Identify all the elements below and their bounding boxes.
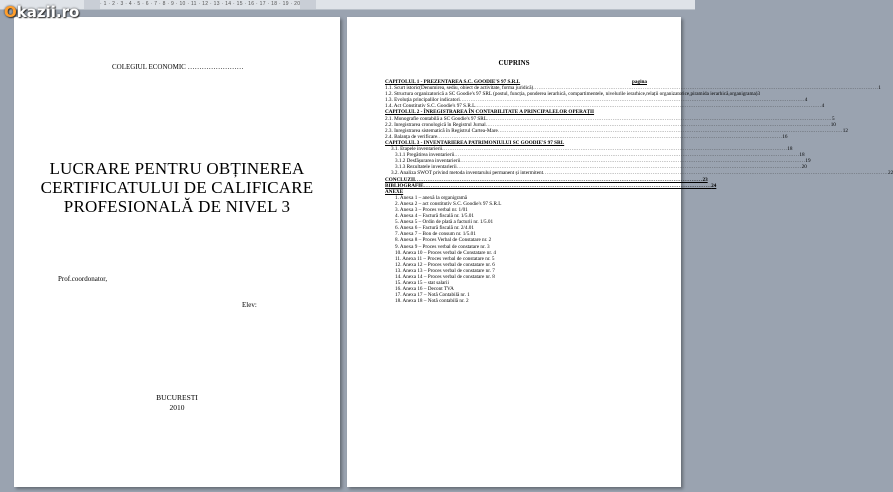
section-1-page: 3 — [757, 91, 761, 98]
leader-dots: ................................................................................................................................................................................................ — [442, 146, 788, 153]
page-column-label: pagina — [632, 79, 647, 85]
ruler-right-margin[interactable] — [300, 0, 316, 9]
leader-dots: ................................................................................................................................................................................................ — [485, 121, 831, 128]
section-3-title: 3.1. Etapele inventarierii — [391, 146, 443, 153]
horizontal-ruler[interactable] — [0, 0, 695, 10]
leader-dots: ................................................................................................................................................................................................ — [486, 115, 832, 122]
table-of-contents — [385, 79, 893, 305]
leader-dots: ................................................................................................................................................................................................ — [497, 127, 843, 134]
leader-dots: ................................................................................................................................................................................................ — [454, 152, 800, 159]
leader-dots: ................................................................................................................................................................................................ — [460, 158, 806, 165]
annex-heading: ANEXE — [385, 188, 404, 195]
annex-item: 15. Anexa 15 – stat salarii — [395, 280, 449, 287]
annex-item: 5. Anexa 5 – Ordin de plată a facturii nr. 1/5.01 — [395, 219, 494, 226]
section-3-title: 3.1.2 Desfășurarea inventarierii — [395, 158, 461, 165]
bibliography-title: BIBLIOGRAFIE — [385, 182, 424, 189]
annex-item: 1. Anexa 1 – anexă la organigramă — [395, 194, 468, 201]
leader-dots: ................................................................................................................................................................ — [423, 182, 712, 189]
conclusions-title: CONCLUZII — [385, 176, 415, 183]
ruler-ticks: · 1 · 2 · 3 · 4 · 5 · 6 · 7 · 8 · 9 · 10 · 11 · 12 · 13 · 14 · 15 · 16 · 17 · 18 · 19 · 20 — [100, 1, 301, 7]
section-2-page: 10 — [830, 121, 836, 128]
section-1-page: 4 — [821, 103, 825, 110]
section-2-page: 5 — [831, 115, 835, 122]
section-3-title: 3.1.3 Rezultatele inventarierii — [395, 164, 457, 171]
annex-item: 7. Anexa 7 – Bon de consum nr. 1/5.01 — [395, 231, 476, 238]
coordinator-label: Prof.coordonator, — [58, 275, 108, 283]
section-2-title: 2.3. Inregistrarea sistematică în Registrul Cartea-Mare — [385, 127, 498, 134]
okazii-logo — [4, 3, 79, 21]
ruler-left-margin[interactable] — [84, 0, 100, 9]
annex-item: 3. Anexa 3 – Proces verbal nr. 1/01 — [395, 206, 468, 213]
annex-item: 18. Anexa 18 – Notă contabilă nr. 2 — [395, 298, 469, 305]
logo-o: O — [4, 3, 17, 21]
annex-list — [385, 195, 647, 305]
bibliography-page: 24 — [711, 182, 717, 189]
section-2-title: 2.1. Monografie contabilă a SC Goodie's 97 SRL — [385, 115, 487, 122]
annex-item: 2. Anexa 2 – act constitutiv S.C. Goodie's 97 S.R.L — [395, 200, 502, 207]
section-3-title: 3.2. Analiza SWOT privind metoda inventarului permanent și intermitent — [391, 170, 544, 177]
section-2-page: 12 — [842, 127, 848, 134]
section-1-title: 1.2. Structura organizatorică a SC Goodie's 97 SRL (postul, funcția, ponderea ierarhică, compartimentele, nivelurile ierarhice,relații organizatorice,piramida ierarhică,organigrama) — [385, 91, 758, 98]
toc-heading: CUPRINS — [498, 59, 530, 67]
annex-item: 13. Anexa 13 – Proces verbal de constatare nr. 7 — [395, 267, 495, 274]
section-1-page: 4 — [804, 97, 808, 104]
school-name: COLEGIUL ECONOMIC …………………… — [112, 63, 244, 71]
annex-item: 9. Anexa 9 – Proces verbal de constatare nr. 3 — [395, 243, 490, 250]
section-1-title: 1.4. Act Constitutiv S.C. Goodie's 97 S.R.L. — [385, 103, 477, 110]
cover-page[interactable] — [14, 17, 340, 487]
leader-dots: ................................................................................................................................................................................................ — [456, 164, 802, 171]
leader-dots: ................................................................................................................................................................ — [414, 176, 703, 183]
leader-dots: ................................................................................................................................................................................................ — [476, 103, 822, 110]
annex-item: 10. Anexa 10 – Proces verbal de Constatare nr. 4 — [395, 249, 496, 256]
section-2-page: 16 — [782, 133, 788, 140]
section-2-title: 2.2. Inregistrarea cronologică în Registrul Jurnal — [385, 121, 486, 128]
annex-item: 14. Anexa 14 – Proces verbal de constatare nr. 8 — [395, 274, 495, 280]
section-1-title: 1.1. Scurt istoric(Denumirea, sediu, obiect de activitate, forma juridică) — [385, 85, 534, 92]
chapter-2-title: CAPITOLUL 2 - ÎNREGISTRAREA ÎN CONTABILITATE A PRINCIPALELOR OPERAȚII — [385, 109, 595, 116]
logo-text: kazii.ro — [16, 3, 80, 21]
annex-item: 8. Anexa 8 – Proces Verbal de Constatare nr. 2 — [395, 237, 492, 244]
leader-dots: ................................................................................................................................................................................................ — [459, 97, 805, 104]
annex-item: 16. Anexa 16 – Decont TVA — [395, 286, 454, 293]
conclusions-page: 23 — [702, 176, 708, 183]
annex-item: 11. Anexa 11 – Proces verbal de constatare nr. 5 — [395, 255, 495, 262]
annex-item: 4. Anexa 4 – Factură fiscală nr. 1/5.01 — [395, 213, 474, 220]
section-3-page: 18 — [787, 146, 793, 153]
contents-page[interactable] — [347, 17, 893, 487]
chapter-1-title: CAPITOLUL 1 - PREZENTAREA S.C. GOODIE'S 97 S.R.L — [385, 79, 521, 85]
section-1-page: 1 — [878, 85, 881, 92]
annex-item: 12. Anexa 12 – Proces verbal de constatare nr. 6 — [395, 261, 495, 268]
student-label: Elev: — [242, 301, 257, 309]
section-3-page: 19 — [805, 158, 811, 165]
city: BUCURESTI — [156, 393, 198, 402]
section-1-title: 1.3. Evoluția principalilor indicatori — [385, 97, 460, 104]
year: 2010 — [169, 403, 185, 412]
city-year — [14, 393, 340, 413]
section-3-page: 18 — [799, 152, 805, 159]
section-3-title: 3.1.1 Pregătirea inventarierii — [395, 152, 455, 159]
leader-dots: ................................................................................................................................................................................................ — [533, 85, 879, 92]
bibliography-row — [385, 182, 717, 189]
leader-dots: ................................................................................................................................................................................................ — [437, 133, 783, 140]
leader-dots: ................................................................................................................................................................................................ — [543, 170, 889, 177]
section-3-page: 20 — [801, 164, 807, 171]
section-3-page: 22 — [888, 170, 893, 177]
thesis-title: LUCRARE PENTRU OBȚINEREA CERTIFICATULUI DE CALIFICARE PROFESIONALĂ DE NIVEL 3 — [40, 159, 314, 216]
annex-item: 6. Anexa 6 – Factură fiscală nr. 2/4.01 — [395, 225, 474, 232]
annex-item: 17. Anexa 17 – Notă Contabilă nr. 1 — [395, 292, 470, 299]
chapter-3-title: CAPITOLUL 3 - INVENTARIEREA PATRIMONIULUI SC GOODIE'S 97 SRL — [385, 139, 565, 146]
section-2-title: 2.4. Balanța de verificare — [385, 133, 438, 140]
